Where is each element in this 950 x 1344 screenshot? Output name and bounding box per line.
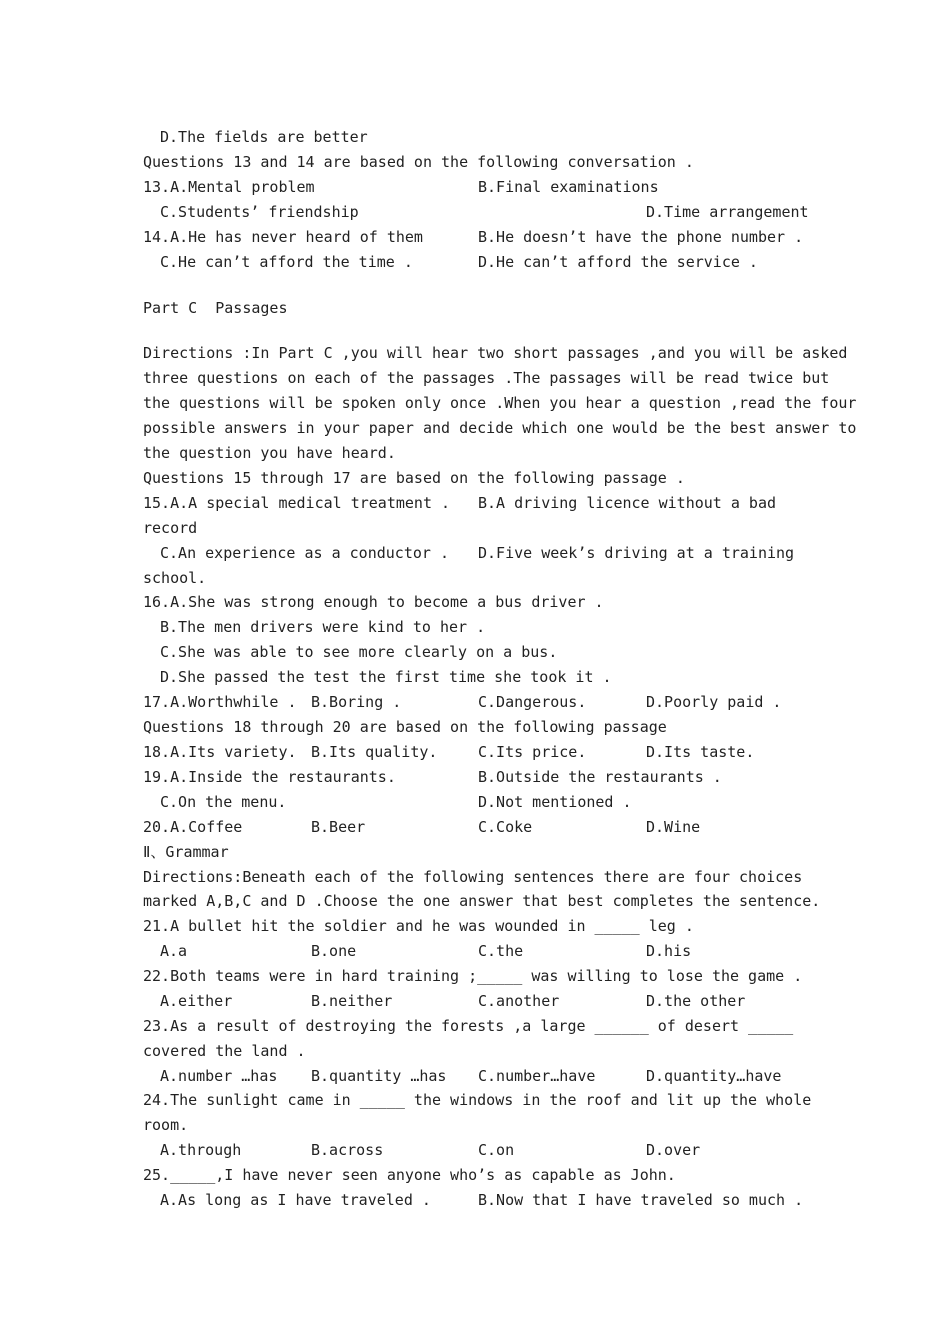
q24-option-c: C.on [478,1141,515,1159]
q24-stem: 24.The sunlight came in _____ the windows in the roof and lit up the whole [143,1091,812,1109]
q23-option-a: A.number …has [160,1067,278,1085]
q13-line-1 [143,175,659,200]
q15-option-d-continued: school. [143,569,207,587]
q21-option-c: C.the [478,942,524,960]
q18-option-d: D.Its taste. [646,743,755,761]
q24-options [143,1138,701,1163]
option-d: D.The fields are better [160,128,368,146]
q21-options [143,939,692,964]
q18-line [143,740,755,765]
q18-option-a: 18.A.Its variety. [143,743,297,761]
grammar-directions-line: marked A,B,C and D .Choose the one answer that best completes the sentence. [143,892,821,910]
q23-stem: 23.As a result of destroying the forests ,a large ______ of desert _____ [143,1017,794,1035]
q16-option-b-line [143,615,486,640]
q20-line [143,815,701,840]
q17-option-a: 17.A.Worthwhile . [143,693,297,711]
part-c-directions-line: possible answers in your paper and decide which one would be the best answer to [143,419,857,437]
part-c-directions-line: three questions on each of the passages .The passages will be read twice but [143,369,830,387]
q22-stem: 22.Both teams were in hard training ;_____ was willing to lose the game . [143,967,803,985]
q25-option-b: B.Now that I have traveled so much . [478,1191,804,1209]
q18-20-intro: Questions 18 through 20 are based on the following passage [143,718,667,736]
q17-option-b: B.Boring . [311,693,402,711]
q18-option-c: C.Its price. [478,743,587,761]
q14-option-d: D.He can’t afford the service . [478,253,758,271]
q17-option-c: C.Dangerous. [478,693,587,711]
q20-option-c: C.Coke [478,818,533,836]
q15-option-b: B.A driving licence without a bad [478,494,777,512]
q20-option-b: B.Beer [311,818,366,836]
q16-option-a: 16.A.She was strong enough to become a bus driver . [143,593,604,611]
q15-option-c: C.An experience as a conductor . [160,544,449,562]
q22-option-a: A.either [160,992,233,1010]
part-c-title: Part C Passages [143,299,288,317]
q16-option-d: D.She passed the test the first time she took it . [160,668,612,686]
q16-option-b: B.The men drivers were kind to her . [160,618,486,636]
q24-stem-continued: room. [143,1116,189,1134]
q22-options [143,989,746,1014]
q21-stem: 21.A bullet hit the soldier and he was wounded in _____ leg . [143,917,694,935]
q19-line-1 [143,765,722,790]
q13-option-c: C.Students’ friendship [160,203,359,221]
q13-option-a: 13.A.Mental problem [143,178,315,196]
q21-option-b: B.one [311,942,357,960]
part-c-directions-line: the question you have heard. [143,444,396,462]
q25-option-a: A.As long as I have traveled . [160,1191,431,1209]
q15-17-intro: Questions 15 through 17 are based on the following passage . [143,469,685,487]
q20-option-a: 20.A.Coffee [143,818,243,836]
q17-option-d: D.Poorly paid . [646,693,782,711]
q18-option-b: B.Its quality. [311,743,438,761]
q13-option-b: B.Final examinations [478,178,659,196]
q19-line-2 [143,790,632,815]
q15-option-d: D.Five week’s driving at a training [478,544,795,562]
part-c-directions-line: the questions will be spoken only once .When you hear a question ,read the four [143,394,857,412]
q20-option-d: D.Wine [646,818,701,836]
q14-option-b: B.He doesn’t have the phone number . [478,228,804,246]
q22-option-d: D.the other [646,992,746,1010]
q13-line-2 [143,200,809,225]
q17-line [143,690,782,715]
q15-line-2 [143,541,795,566]
q23-stem-continued: covered the land . [143,1042,306,1060]
q19-option-a: 19.A.Inside the restaurants. [143,768,396,786]
q24-option-b: B.across [311,1141,384,1159]
q23-options [143,1064,782,1089]
q24-option-a: A.through [160,1141,242,1159]
q23-option-b: B.quantity …has [311,1067,447,1085]
q25-stem: 25._____,I have never seen anyone who’s as capable as John. [143,1166,676,1184]
q23-option-c: C.number…have [478,1067,596,1085]
q19-option-b: B.Outside the restaurants . [478,768,722,786]
q24-option-d: D.over [646,1141,701,1159]
q14-option-c: C.He can’t afford the time . [160,253,413,271]
q19-option-d: D.Not mentioned . [478,793,632,811]
q16-option-c: C.She was able to see more clearly on a bus. [160,643,558,661]
q19-option-c: C.On the menu. [160,793,287,811]
q21-option-d: D.his [646,942,692,960]
grammar-directions-line: Directions:Beneath each of the following sentences there are four choices [143,868,803,886]
q15-line-1 [143,491,777,516]
q15-option-b-continued: record [143,519,198,537]
q15-option-a: 15.A.A special medical treatment . [143,494,451,512]
part-c-directions-line: Directions :In Part C ,you will hear two short passages ,and you will be asked [143,344,848,362]
q14-option-a: 14.A.He has never heard of them [143,228,423,246]
q16-option-d-line [143,665,612,690]
q13-14-intro: Questions 13 and 14 are based on the following conversation . [143,153,694,171]
q22-option-c: C.another [478,992,560,1010]
q23-option-d: D.quantity…have [646,1067,782,1085]
q21-option-a: A.a [160,942,188,960]
q12-option-d-line [143,125,368,150]
grammar-title: Ⅱ、Grammar [143,843,229,861]
q13-option-d: D.Time arrangement [646,203,809,221]
q14-line-2 [143,250,758,275]
q14-line-1 [143,225,804,250]
q22-option-b: B.neither [311,992,393,1010]
q25-options [143,1188,804,1213]
q16-option-c-line [143,640,558,665]
